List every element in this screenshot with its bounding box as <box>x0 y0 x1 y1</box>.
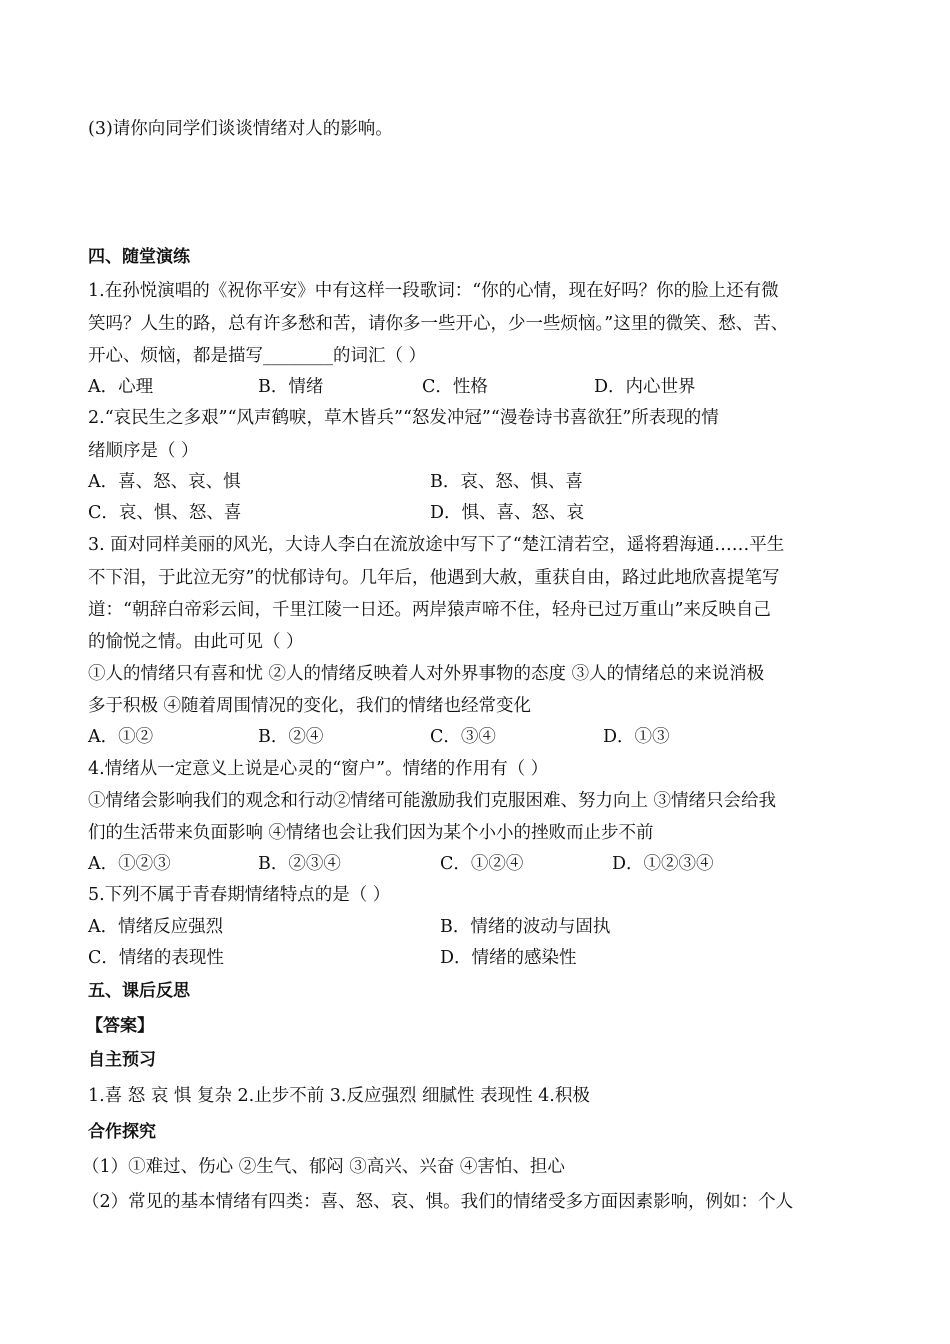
q2-option-c: C．哀、惧、怒、喜 <box>88 503 242 523</box>
q2-option-d: D．惧、喜、怒、哀 <box>430 503 585 523</box>
q4-line-3: 们的生活带来负面影响 ④情绪也会让我们因为某个小小的挫败而止步不前 <box>88 823 654 843</box>
answers-title: 【答案】 <box>86 1016 154 1036</box>
self-study-title: 自主预习 <box>88 1050 156 1070</box>
q5-option-d: D．情绪的感染性 <box>440 948 577 968</box>
q3-line-6: 多于积极 ④随着周围情况的变化，我们的情绪也经常变化 <box>88 696 532 716</box>
q3-option-a: A．①② <box>88 727 154 747</box>
section-4-title: 四、随堂演练 <box>88 247 190 267</box>
section-5-title: 五、课后反思 <box>88 981 190 1001</box>
q5-option-c: C．情绪的表现性 <box>88 948 224 968</box>
q1-option-c: C．性格 <box>422 377 488 397</box>
q1-line-3: 开心、烦恼，都是描写________的词汇（ ） <box>88 346 427 366</box>
q3-line-3: 道：“朝辞白帝彩云间，千里江陵一日还。两岸猿声啼不住，轻舟已过万重山”来反映自己 <box>88 600 771 620</box>
q3-line-2: 不下泪，于此泣无穷”的忧郁诗句。几年后，他遇到大赦，重获自由，路过此地欣喜提笔写 <box>88 568 780 588</box>
coop-line-2: （2）常见的基本情绪有四类：喜、怒、哀、惧。我们的情绪受多方面因素影响，例如：个人 <box>82 1192 794 1212</box>
q1-line-2: 笑吗？人生的路，总有许多愁和苦，请你多一些开心，少一些烦恼。”这里的微笑、愁、苦、 <box>88 314 789 334</box>
q4-line-1: 4.情绪从一定意义上说是心灵的“窗户”。情绪的作用有（ ） <box>88 759 549 779</box>
q5-option-b: B．情绪的波动与固执 <box>440 917 611 937</box>
q2-line-2: 绪顺序是（ ） <box>88 441 199 461</box>
q3-option-c: C．③④ <box>430 727 496 747</box>
coop-line-1: （1）①难过、伤心 ②生气、郁闷 ③高兴、兴奋 ④害怕、担心 <box>82 1157 565 1177</box>
q1-option-b: B．情绪 <box>258 377 324 397</box>
q5-option-a: A．情绪反应强烈 <box>88 917 224 937</box>
q1-line-1: 1.在孙悦演唱的《祝你平安》中有这样一段歌词：“你的心情，现在好吗？你的脸上还有微 <box>88 281 779 301</box>
q4-option-d: D．①②③④ <box>612 854 714 874</box>
q4-option-b: B．②③④ <box>258 854 341 874</box>
q4-option-a: A．①②③ <box>88 854 171 874</box>
q3-line-4: 的愉悦之情。由此可见（ ） <box>88 632 304 652</box>
intro-question-3: (3)请你向同学们谈谈情绪对人的影响。 <box>88 119 393 139</box>
q5-line-1: 5.下列不属于青春期情绪特点的是（ ） <box>88 885 391 905</box>
q3-line-1: 3. 面对同样美丽的风光，大诗人李白在流放途中写下了“楚江清若空，遥将碧海通……平生 <box>88 535 785 555</box>
q1-option-a: A．心理 <box>88 377 154 397</box>
q2-option-a: A．喜、怒、哀、惧 <box>88 472 241 492</box>
q3-line-5: ①人的情绪只有喜和忧 ②人的情绪反映着人对外界事物的态度 ③人的情绪总的来说消极 <box>88 664 765 684</box>
q4-option-c: C．①②④ <box>440 854 524 874</box>
q2-line-1: 2.“哀民生之多艰”“风声鹤唳，草木皆兵”“怒发冲冠”“漫卷诗书喜欲狂”所表现的情 <box>88 408 719 428</box>
q2-option-b: B．哀、怒、惧、喜 <box>430 472 583 492</box>
coop-title: 合作探究 <box>88 1122 156 1142</box>
q1-option-d: D．内心世界 <box>594 377 696 397</box>
self-study-answers: 1.喜 怒 哀 惧 复杂 2.止步不前 3.反应强烈 细腻性 表现性 4.积极 <box>88 1086 590 1106</box>
q3-option-b: B．②④ <box>258 727 324 747</box>
q4-line-2: ①情绪会影响我们的观念和行动②情绪可能激励我们克服困难、努力向上 ③情绪只会给我 <box>88 791 777 811</box>
q3-option-d: D．①③ <box>603 727 670 747</box>
